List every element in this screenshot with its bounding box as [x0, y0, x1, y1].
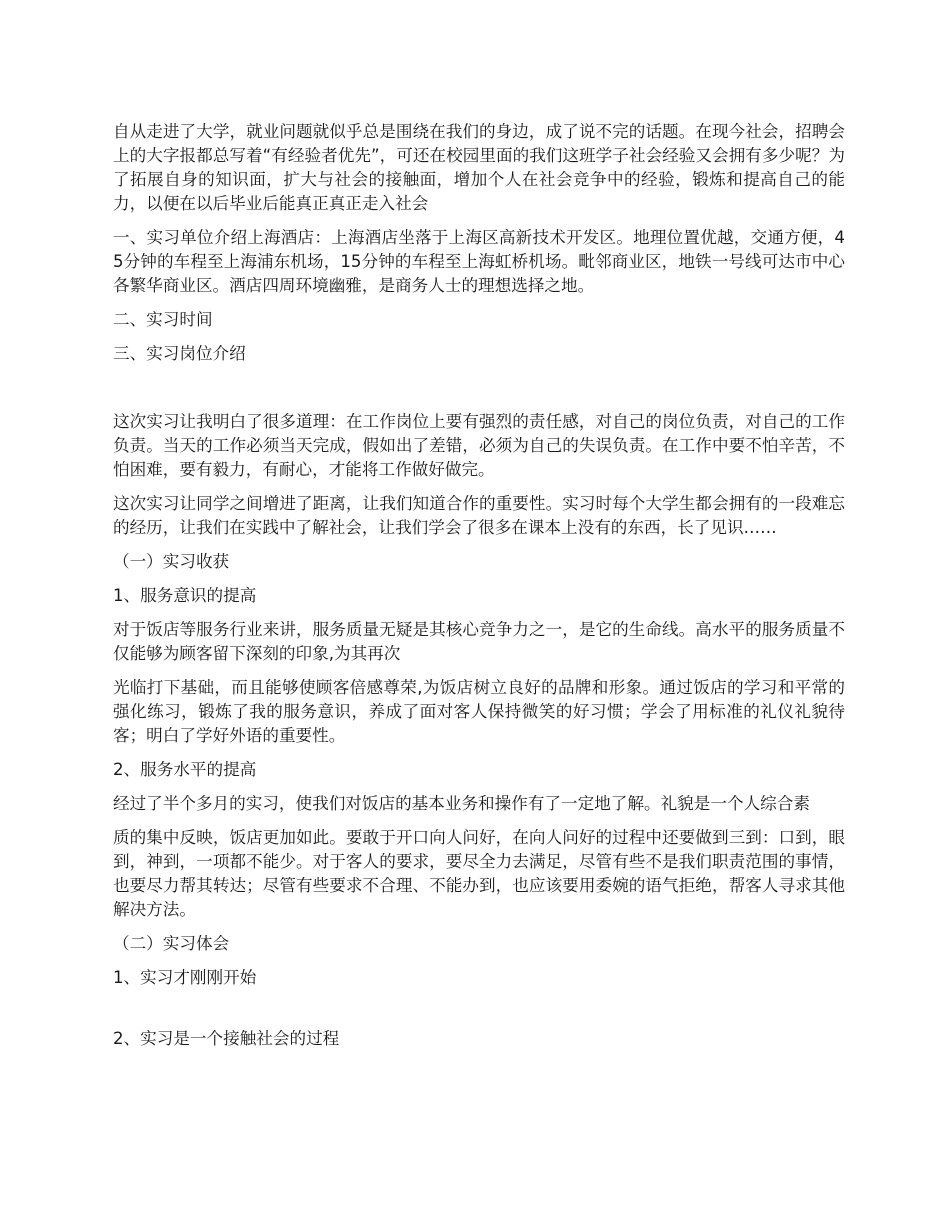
lesson-paragraph: 这次实习让我明白了很多道理：在工作岗位上要有强烈的责任感，对自己的岗位负责，对自己的工作负责。当天的工作必须当天完成，假如出了差错，必须为自己的失误负责。在工作中要不怕辛苦，不怕困难，要有毅力，有耐心，才能将工作做好做完。 — [113, 412, 845, 479]
courtesy-paragraph: 经过了半个多月的实习，使我们对饭店的基本业务和操作有了一定地了解。礼貌是一个人综合素 — [113, 794, 810, 813]
service-quality-paragraph: 对于饭店等服务行业来讲，服务质量无疑是其核心竞争力之一，是它的生命线。高水平的服务质量不仅能够为顾客留下深刻的印象,为其再次 — [113, 620, 845, 663]
section-3-heading: 三、实习岗位介绍 — [113, 344, 246, 363]
teamwork-paragraph: 这次实习让同学之间增进了距离，让我们知道合作的重要性。实习时每个大学生都会拥有的一段难忘的经历，让我们在实践中了解社会，让我们学会了很多在课本上没有的东西，长了见识…… — [113, 494, 845, 537]
service-quality-continued-paragraph: 光临打下基础，而且能够使顾客倍感尊荣,为饭店树立良好的品牌和形象。通过饭店的学习和平常的强化练习，锻炼了我的服务意识，养成了面对客人保持微笑的好习惯；学会了用标准的礼仪礼貌待客；明白了学好外语的重要性。 — [113, 678, 845, 745]
item-service-level-heading: 2、服务水平的提高 — [113, 760, 257, 779]
item-just-beginning-heading: 1、实习才刚刚开始 — [113, 968, 257, 987]
subsection-gains-heading: （一）实习收获 — [113, 552, 230, 571]
intro-paragraph: 自从走进了大学，就业问题就似乎总是围绕在我们的身边，成了说不完的话题。在现今社会，招聘会上的大字报都总写着“有经验者优先”，可还在校园里面的我们这班学子社会经验又会拥有多少呢？为了拓展自身的知识面，扩大与社会的接触面，增加个人在社会竞争中的经验，锻炼和提高自己的能力，以便在以后毕业后能真正真正走入社会 — [113, 122, 845, 213]
subsection-reflection-heading: （二）实习体会 — [113, 934, 230, 953]
section-2-heading: 二、实习时间 — [113, 310, 213, 329]
item-service-awareness-heading: 1、服务意识的提高 — [113, 586, 257, 605]
courtesy-continued-paragraph: 质的集中反映，饭店更加如此。要敢于开口向人问好，在向人问好的过程中还要做到三到：口到，眼到，神到，一项都不能少。对于客人的要求，要尽全力去满足，尽管有些不是我们职责范围的事情，也要尽力帮其转达；尽管有些要求不合理、不能办到，也应该要用委婉的语气拒绝，帮客人寻求其他解决方法。 — [113, 828, 845, 919]
item-social-contact-heading: 2、实习是一个接触社会的过程 — [113, 1029, 340, 1048]
document-page — [113, 120, 845, 1051]
section-1-hotel-intro: 一、实习单位介绍上海酒店：上海酒店坐落于上海区高新技术开发区。地理位置优越，交通方便，45分钟的车程至上海浦东机场，15分钟的车程至上海虹桥机场。毗邻商业区，地铁一号线可达市中心各繁华商业区。酒店四周环境幽雅，是商务人士的理想选择之地。 — [113, 228, 845, 295]
